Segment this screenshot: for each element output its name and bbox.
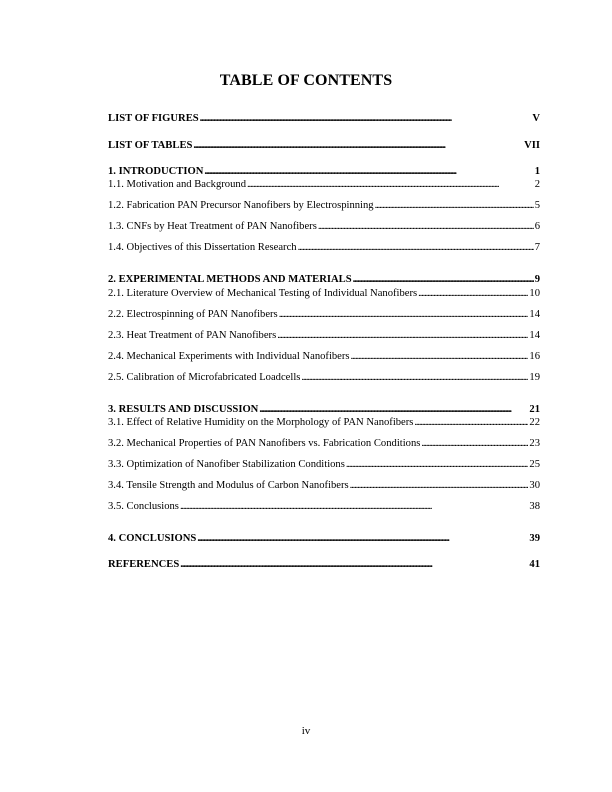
- toc-entry-page: 14: [529, 330, 540, 341]
- toc-entry-label: 1.4. Objectives of this Dissertation Research: [108, 242, 297, 253]
- toc-entry-label: REFERENCES: [108, 559, 180, 570]
- toc-entry-label: 1.2. Fabrication PAN Precursor Nanofibers by Electrospinning: [108, 200, 374, 211]
- toc-entry-section-1-4[interactable]: [108, 241, 540, 254]
- dot-leader: [277, 329, 528, 342]
- toc-entry-chapter-1[interactable]: [108, 165, 540, 178]
- dot-leader: [247, 178, 534, 191]
- toc-entry-section-2-2[interactable]: [108, 308, 540, 321]
- dot-leader: [279, 308, 529, 321]
- toc-entry-page: 2: [534, 179, 540, 190]
- toc-entry-label: 2. EXPERIMENTAL METHODS AND MATERIALS: [108, 274, 352, 285]
- toc-entry-label: LIST OF FIGURES: [108, 113, 199, 124]
- toc-entry-section-2-1[interactable]: [108, 287, 540, 300]
- toc-entry-references[interactable]: [108, 558, 540, 571]
- toc-entry-section-2-4[interactable]: [108, 350, 540, 363]
- dot-leader: [375, 199, 534, 212]
- dot-leader: [318, 220, 534, 233]
- toc-entry-label: 2.2. Electrospinning of PAN Nanofibers: [108, 309, 278, 320]
- toc-entry-list-of-figures[interactable]: [108, 112, 540, 125]
- toc-entry-page: VII: [524, 140, 540, 151]
- dot-leader: [301, 371, 528, 384]
- toc-entry-page: 9: [534, 274, 540, 285]
- toc-entry-page: 21: [529, 404, 540, 415]
- toc-entry-label: LIST OF TABLES: [108, 140, 193, 151]
- dot-leader: [180, 500, 528, 513]
- toc-entry-label: 3.1. Effect of Relative Humidity on the Morphology of PAN Nanofibers: [108, 417, 414, 428]
- toc-entry-section-3-4[interactable]: [108, 479, 540, 492]
- toc-entry-label: 1.3. CNFs by Heat Treatment of PAN Nanofibers: [108, 221, 317, 232]
- toc-entry-page: 6: [534, 221, 540, 232]
- dot-leader: [204, 165, 533, 178]
- toc-entry-page: 30: [529, 480, 540, 491]
- toc-entry-label: 1.1. Motivation and Background: [108, 179, 246, 190]
- toc-entry-label: 4. CONCLUSIONS: [108, 533, 197, 544]
- toc-entry-label: 2.3. Heat Treatment of PAN Nanofibers: [108, 330, 277, 341]
- toc-entry-page: 39: [529, 533, 540, 544]
- dot-leader: [350, 479, 529, 492]
- toc-entry-page: 41: [529, 559, 540, 570]
- toc-entry-label: 2.4. Mechanical Experiments with Individual Nanofibers: [108, 351, 350, 362]
- dot-leader: [421, 437, 528, 450]
- toc-entry-page: 14: [529, 309, 540, 320]
- dot-leader: [353, 273, 534, 286]
- dot-leader: [418, 287, 528, 300]
- toc-entry-section-2-5[interactable]: [108, 371, 540, 384]
- toc-entry-page: 22: [529, 417, 540, 428]
- toc-entry-label: 3.5. Conclusions: [108, 501, 179, 512]
- toc-entry-section-1-3[interactable]: [108, 220, 540, 233]
- dot-leader: [414, 416, 528, 429]
- toc-entry-section-3-2[interactable]: [108, 437, 540, 450]
- dot-leader: [259, 403, 528, 416]
- dot-leader: [180, 558, 528, 571]
- page-title: TABLE OF CONTENTS: [219, 72, 393, 89]
- toc-entry-page: 5: [534, 200, 540, 211]
- toc-entry-list-of-tables[interactable]: [108, 139, 540, 152]
- toc-entry-section-1-1[interactable]: [108, 178, 540, 191]
- dot-leader: [346, 458, 529, 471]
- dot-leader: [197, 532, 528, 545]
- dot-leader: [193, 139, 523, 152]
- toc-entry-page: 1: [534, 166, 540, 177]
- toc-entry-section-3-5[interactable]: [108, 500, 540, 513]
- dot-leader: [200, 112, 532, 125]
- dot-leader: [298, 241, 534, 254]
- toc-entry-page: 7: [534, 242, 540, 253]
- toc-entry-label: 1. INTRODUCTION: [108, 166, 204, 177]
- page-number: iv: [301, 725, 311, 737]
- toc-entry-section-1-2[interactable]: [108, 199, 540, 212]
- toc-entry-label: 3.2. Mechanical Properties of PAN Nanofibers vs. Fabrication Conditions: [108, 438, 421, 449]
- dot-leader: [351, 350, 529, 363]
- toc-entry-section-3-1[interactable]: [108, 416, 540, 429]
- toc-entry-chapter-4[interactable]: [108, 532, 540, 545]
- toc-entry-page: 38: [529, 501, 540, 512]
- toc-entry-label: 2.1. Literature Overview of Mechanical Testing of Individual Nanofibers: [108, 288, 418, 299]
- toc-entry-chapter-3[interactable]: [108, 403, 540, 416]
- toc-entry-section-2-3[interactable]: [108, 329, 540, 342]
- toc-entry-page: 10: [529, 288, 540, 299]
- toc-entry-label: 2.5. Calibration of Microfabricated Loadcells: [108, 372, 301, 383]
- toc-entry-page: 25: [529, 459, 540, 470]
- toc-entry-page: 19: [529, 372, 540, 383]
- toc-entry-page: V: [532, 113, 540, 124]
- toc-entry-page: 23: [529, 438, 540, 449]
- toc-entry-label: 3.4. Tensile Strength and Modulus of Carbon Nanofibers: [108, 480, 349, 491]
- toc-entry-label: 3.3. Optimization of Nanofiber Stabilization Conditions: [108, 459, 345, 470]
- toc-entry-page: 16: [529, 351, 540, 362]
- toc-entry-chapter-2[interactable]: [108, 273, 540, 286]
- toc-entry-label: 3. RESULTS AND DISCUSSION: [108, 404, 259, 415]
- toc-entry-section-3-3[interactable]: [108, 458, 540, 471]
